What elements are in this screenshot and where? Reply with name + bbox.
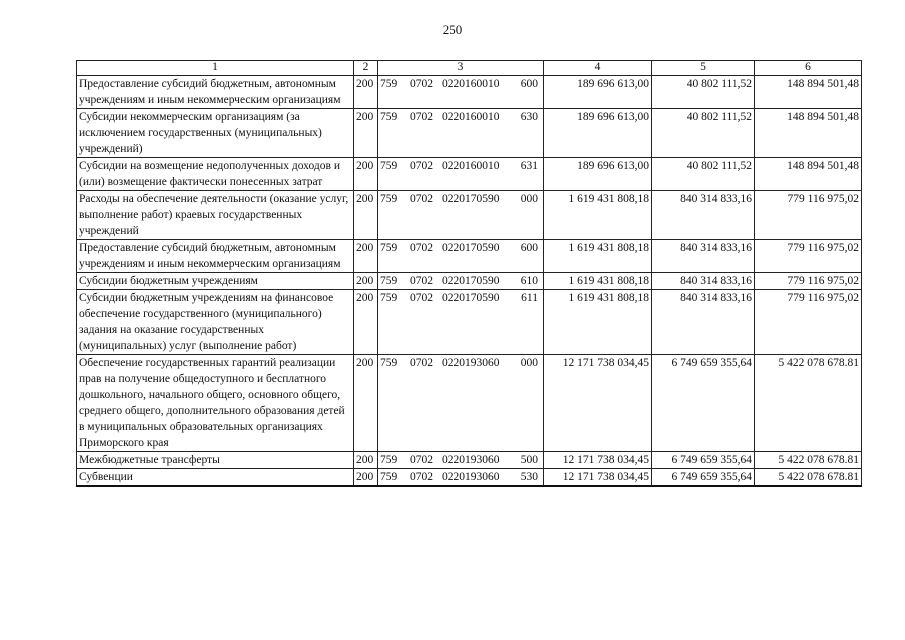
code-target: 0220170590	[442, 242, 500, 254]
row-budget-code	[378, 273, 544, 290]
row-col-5: 40 802 111,52	[652, 158, 755, 191]
row-ved: 200	[354, 240, 378, 273]
row-col-4: 12 171 738 034,45	[544, 452, 652, 469]
code-expense-type: 611	[521, 292, 538, 304]
code-section: 0702	[410, 111, 433, 123]
row-col-6: 5 422 078 678.81	[755, 469, 862, 487]
row-name: Субсидии некоммерческим организациям (за исключением государственных (муниципальных) учреждений)	[77, 109, 354, 158]
code-section: 0702	[410, 160, 433, 172]
header-col-4: 4	[544, 61, 652, 76]
code-expense-type: 000	[520, 357, 538, 369]
code-target: 0220170590	[442, 292, 500, 304]
header-col-2: 2	[354, 61, 378, 76]
row-ved: 200	[354, 452, 378, 469]
row-col-4: 12 171 738 034,45	[544, 355, 652, 452]
code-expense-type: 631	[520, 160, 538, 172]
row-name: Расходы на обеспечение деятельности (оказание услуг, выполнение работ) краевых государственных учреждений	[77, 191, 354, 240]
header-col-5: 5	[652, 61, 755, 76]
table-row	[77, 76, 862, 109]
row-col-6: 5 422 078 678.81	[755, 452, 862, 469]
code-expense-type: 000	[520, 193, 538, 205]
row-ved: 200	[354, 191, 378, 240]
row-col-5: 840 314 833,16	[652, 240, 755, 273]
row-col-4: 189 696 613,00	[544, 158, 652, 191]
row-col-4: 1 619 431 808,18	[544, 240, 652, 273]
row-col-5: 40 802 111,52	[652, 109, 755, 158]
row-ved: 200	[354, 109, 378, 158]
header-row	[77, 61, 862, 76]
row-col-6: 5 422 078 678.81	[755, 355, 862, 452]
row-budget-code	[378, 469, 544, 487]
code-section: 0702	[410, 454, 433, 466]
row-col-4: 1 619 431 808,18	[544, 191, 652, 240]
header-col-1: 1	[77, 61, 354, 76]
row-col-6: 148 894 501,48	[755, 158, 862, 191]
row-budget-code	[378, 355, 544, 452]
row-budget-code	[378, 109, 544, 158]
code-target: 0220170590	[442, 193, 500, 205]
table-row	[77, 355, 862, 452]
row-ved: 200	[354, 469, 378, 487]
row-name: Обеспечение государственных гарантий реализации прав на получение общедоступного и бесплатного дошкольного, начального общего, основного общего, среднего общего, дополнительного образования детей в муниципальных образовательных организациях Приморского края	[77, 355, 354, 452]
row-col-6: 779 116 975,02	[755, 290, 862, 355]
row-col-4: 12 171 738 034,45	[544, 469, 652, 487]
code-ved: 759	[380, 242, 398, 254]
code-expense-type: 610	[520, 275, 538, 287]
code-ved: 759	[380, 292, 398, 304]
row-col-5: 6 749 659 355,64	[652, 355, 755, 452]
code-section: 0702	[410, 193, 433, 205]
row-col-5: 6 749 659 355,64	[652, 469, 755, 487]
row-budget-code	[378, 240, 544, 273]
header-col-3: 3	[378, 61, 544, 76]
code-section: 0702	[410, 292, 433, 304]
code-target: 0220193060	[442, 471, 500, 483]
code-section: 0702	[410, 471, 433, 483]
table-row	[77, 191, 862, 240]
table-row	[77, 109, 862, 158]
row-col-5: 840 314 833,16	[652, 273, 755, 290]
table-row	[77, 452, 862, 469]
row-col-6: 779 116 975,02	[755, 273, 862, 290]
table-row	[77, 273, 862, 290]
row-budget-code	[378, 452, 544, 469]
row-name: Предоставление субсидий бюджетным, автономным учреждениям и иным некоммерческим организациям	[77, 76, 354, 109]
code-target: 0220160010	[442, 160, 500, 172]
table-row	[77, 290, 862, 355]
row-name: Субсидии на возмещение недополученных доходов и (или) возмещение фактически понесенных затрат	[77, 158, 354, 191]
row-name: Предоставление субсидий бюджетным, автономным учреждениям и иным некоммерческим организациям	[77, 240, 354, 273]
row-col-4: 189 696 613,00	[544, 76, 652, 109]
code-target: 0220193060	[442, 357, 500, 369]
code-expense-type: 630	[520, 111, 538, 123]
code-ved: 759	[380, 471, 398, 483]
row-name: Межбюджетные трансферты	[77, 452, 354, 469]
code-ved: 759	[380, 275, 398, 287]
row-budget-code	[378, 76, 544, 109]
row-ved: 200	[354, 290, 378, 355]
row-name: Субсидии бюджетным учреждениям на финансовое обеспечение государственного (муниципального) задания на оказание государственных (муниципальных) услуг (выполнение работ)	[77, 290, 354, 355]
code-ved: 759	[380, 160, 398, 172]
row-col-5: 840 314 833,16	[652, 191, 755, 240]
row-col-6: 779 116 975,02	[755, 240, 862, 273]
row-ved: 200	[354, 76, 378, 109]
code-expense-type: 600	[520, 242, 538, 254]
page-number: 250	[442, 22, 463, 37]
code-section: 0702	[410, 275, 433, 287]
row-col-6: 148 894 501,48	[755, 109, 862, 158]
code-expense-type: 530	[520, 471, 538, 483]
table-row	[77, 240, 862, 273]
code-target: 0220193060	[442, 454, 500, 466]
row-col-6: 148 894 501,48	[755, 76, 862, 109]
code-target: 0220160010	[442, 78, 500, 90]
row-budget-code	[378, 158, 544, 191]
header-col-6: 6	[755, 61, 862, 76]
code-expense-type: 600	[520, 78, 538, 90]
table-row	[77, 158, 862, 191]
row-name: Субсидии бюджетным учреждениям	[77, 273, 354, 290]
row-col-5: 6 749 659 355,64	[652, 452, 755, 469]
code-ved: 759	[380, 357, 398, 369]
row-ved: 200	[354, 273, 378, 290]
row-col-4: 189 696 613,00	[544, 109, 652, 158]
code-ved: 759	[380, 454, 398, 466]
row-col-6: 779 116 975,02	[755, 191, 862, 240]
code-target: 0220170590	[442, 275, 500, 287]
code-section: 0702	[410, 78, 433, 90]
row-name: Субвенции	[77, 469, 354, 487]
code-ved: 759	[380, 193, 398, 205]
row-col-5: 40 802 111,52	[652, 76, 755, 109]
code-section: 0702	[410, 357, 433, 369]
row-budget-code	[378, 290, 544, 355]
table-body	[77, 76, 862, 487]
code-expense-type: 500	[520, 454, 538, 466]
code-target: 0220160010	[442, 111, 500, 123]
row-col-5: 840 314 833,16	[652, 290, 755, 355]
row-budget-code	[378, 191, 544, 240]
code-ved: 759	[380, 111, 398, 123]
table-row	[77, 469, 862, 487]
row-col-4: 1 619 431 808,18	[544, 273, 652, 290]
code-ved: 759	[380, 78, 398, 90]
row-ved: 200	[354, 355, 378, 452]
budget-table	[76, 60, 862, 487]
code-section: 0702	[410, 242, 433, 254]
row-col-4: 1 619 431 808,18	[544, 290, 652, 355]
row-ved: 200	[354, 158, 378, 191]
